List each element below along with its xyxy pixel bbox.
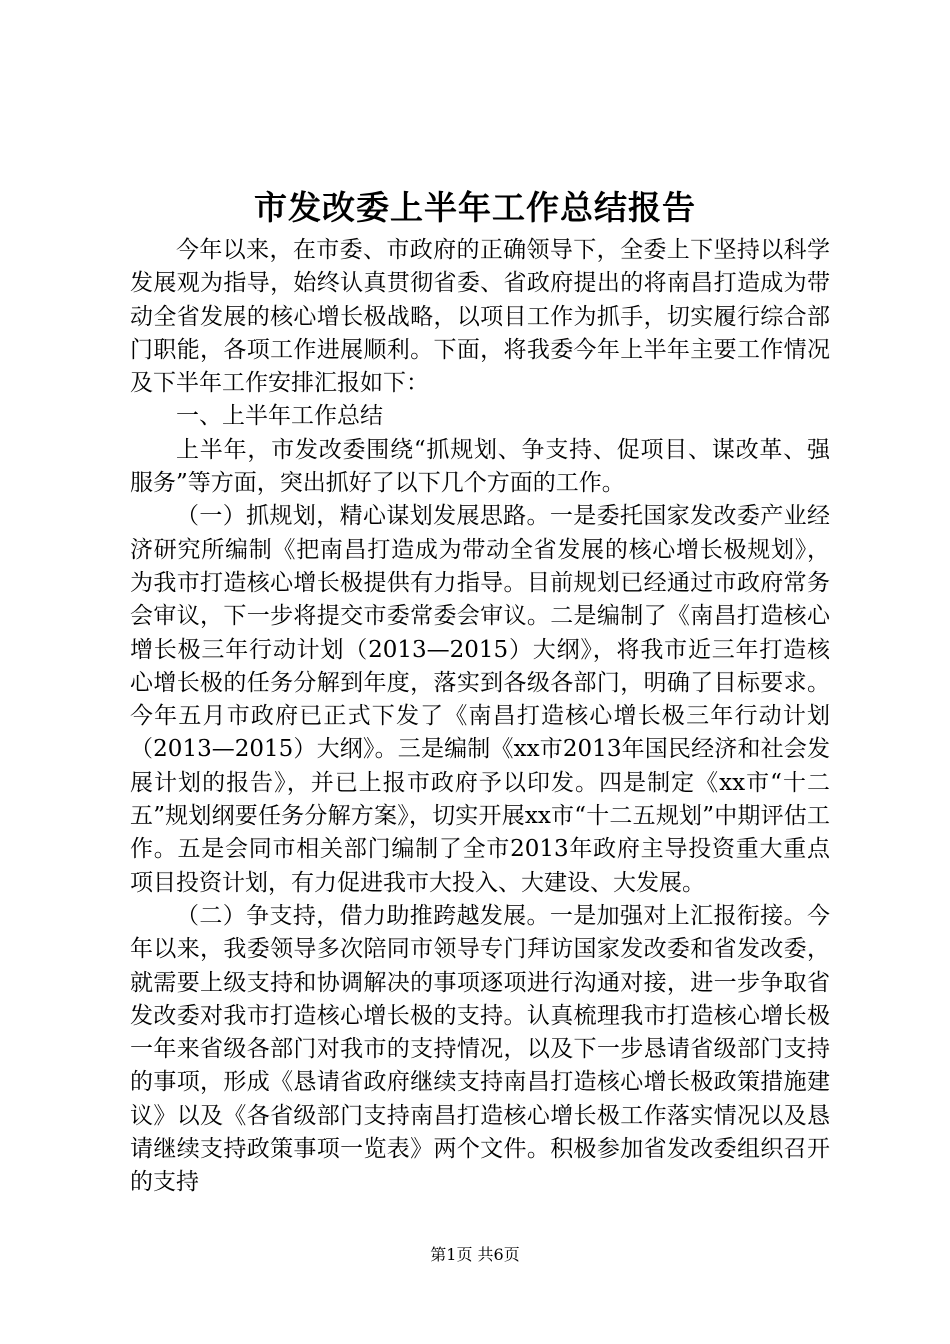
paragraph-support: （二）争支持，借力助推跨越发展。一是加强对上汇报衔接。今年以来，我委领导多次陪同市领导专门拜访国家发改委和省发改委，就需要上级支持和协调解决的事项逐项进行沟通对接，进一步争取省发改委对我市打造核心增长极的支持。认真梳理我市打造核心增长极一年来省级各部门对我市的支持情况，以及下一步恳请省级部门支持的事项，形成《恳请省政府继续支持南昌打造核心增长极政策措施建议》以及《各省级部门支持南昌打造核心增长极工作落实情况以及恳请继续支持政策事项一览表》两个文件。积极参加省发改委组织召开的支持 [130, 902, 830, 1196]
paragraph-summary: 上半年，市发改委围绕“抓规划、争支持、促项目、谋改革、强服务”等方面，突出抓好了以下几个方面的工作。 [130, 436, 830, 497]
paragraph-planning: （一）抓规划，精心谋划发展思路。一是委托国家发改委产业经济研究所编制《把南昌打造成为带动全省发展的核心增长极规划》，为我市打造核心增长极提供有力指导。目前规划已经通过市政府常务会审议，下一步将提交市委常委会审议。二是编制了《南昌打造核心增长极三年行动计划（2013—2015）大纲》，将我市近三年打造核心增长极的任务分解到年度，落实到各级各部门，明确了目标要求。今年五月市政府已正式下发了《南昌打造核心增长极三年行动计划（2013—2015）大纲》。三是编制《xx市2013年国民经济和社会发展计划的报告》，并已上报市政府予以印发。四是制定《xx市“十二五”规划纲要任务分解方案》，切实开展xx市“十二五规划”中期评估工作。五是会同市相关部门编制了全市2013年政府主导投资重大重点项目投资计划，有力促进我市大投入、大建设、大发展。 [130, 503, 830, 896]
document-body [130, 234, 830, 1200]
page-footer: 第1页 共6页 [430, 1245, 520, 1264]
document-title: 市发改委上半年工作总结报告 [254, 188, 696, 227]
paragraph-intro: 今年以来，在市委、市政府的正确领导下，全委上下坚持以科学发展观为指导，始终认真贯彻省委、省政府提出的将南昌打造成为带动全省发展的核心增长极战略，以项目工作为抓手，切实履行综合部门职能，各项工作进展顺利。下面，将我委今年上半年主要工作情况及下半年工作安排汇报如下： [130, 237, 830, 397]
section-heading-1: 一、上半年工作总结 [176, 403, 383, 430]
